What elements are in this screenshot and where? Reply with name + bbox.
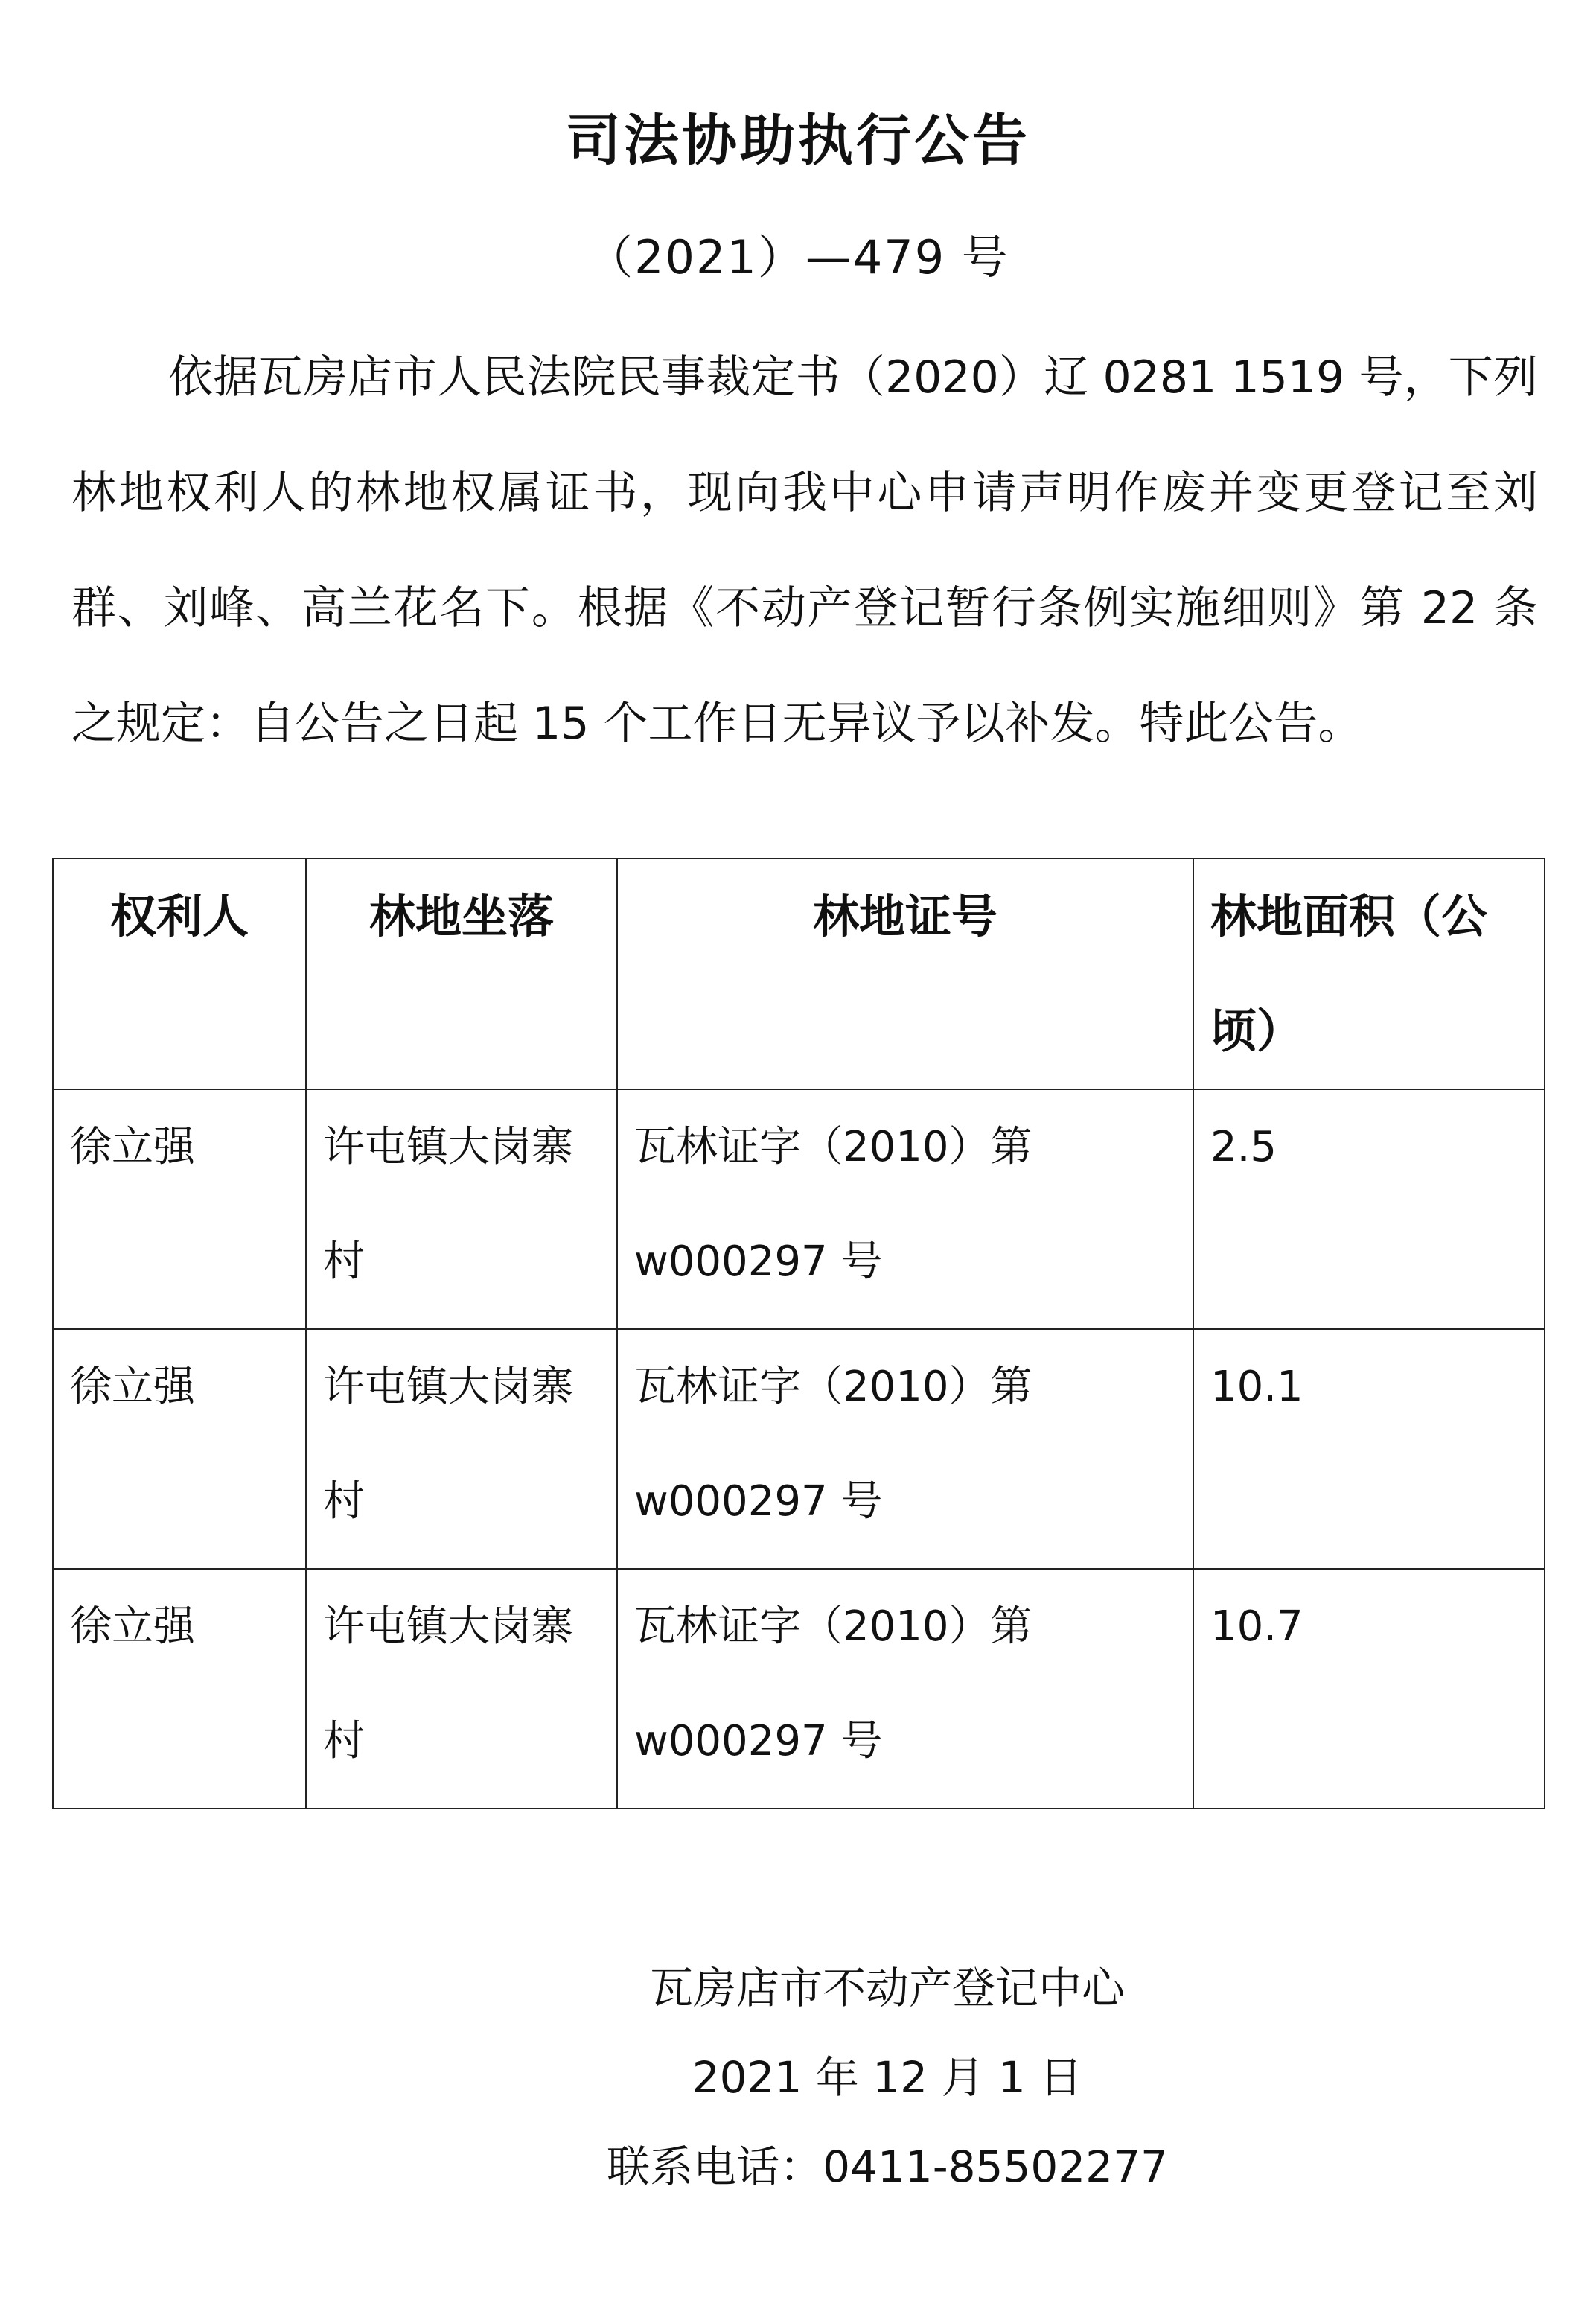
cell-location: 许屯镇大岗寨村 (306, 1089, 617, 1329)
header-area: 林地面积（公顷） (1193, 859, 1545, 1089)
cell-location: 许屯镇大岗寨村 (306, 1569, 617, 1809)
cell-location: 许屯镇大岗寨村 (306, 1329, 617, 1569)
notice-title: 司法协助执行公告 (566, 109, 1030, 173)
notice-body (71, 320, 1538, 782)
notice-body-text: 依据瓦房店市人民法院民事裁定书（2020）辽 0281 1519 号，下列林地权利人的林地权属证书，现向我中心申请声明作废并变更登记至刘群、刘峰、高兰花名下。根据《不动产登记暂行条例实施细则》第 22 条之规定：自公告之日起 15 个工作日无异议予以补发。特此公告。 (71, 351, 1538, 750)
cell-certificate-no: 瓦林证字（2010）第 w000297 号 (617, 1569, 1193, 1809)
table-row (53, 1329, 1545, 1569)
cell-right-holder: 徐立强 (53, 1569, 306, 1809)
header-location: 林地坐落 (306, 859, 617, 1089)
header-certificate-no: 林地证号 (617, 859, 1193, 1089)
cell-right-holder: 徐立强 (53, 1329, 306, 1569)
table-row (53, 1569, 1545, 1809)
issuer-name: 瓦房店市不动产登记中心 (649, 1963, 1125, 2013)
header-right-holder: 权利人 (53, 859, 306, 1089)
notice-number: （2021）—479 号 (587, 230, 1009, 284)
contact-phone: 联系电话：0411-85502277 (607, 2141, 1168, 2192)
forest-land-table (52, 858, 1545, 1809)
cell-certificate-no: 瓦林证字（2010）第 w000297 号 (617, 1329, 1193, 1569)
cell-area: 10.1 (1193, 1329, 1545, 1569)
cell-area: 2.5 (1193, 1089, 1545, 1329)
issuer-block (0, 1943, 1596, 2211)
issue-date: 2021 年 12 月 1 日 (692, 2052, 1083, 2103)
cell-right-holder: 徐立强 (53, 1089, 306, 1329)
table-header-row (53, 859, 1545, 1089)
table-row (53, 1089, 1545, 1329)
cell-certificate-no: 瓦林证字（2010）第 w000297 号 (617, 1089, 1193, 1329)
cell-area: 10.7 (1193, 1569, 1545, 1809)
